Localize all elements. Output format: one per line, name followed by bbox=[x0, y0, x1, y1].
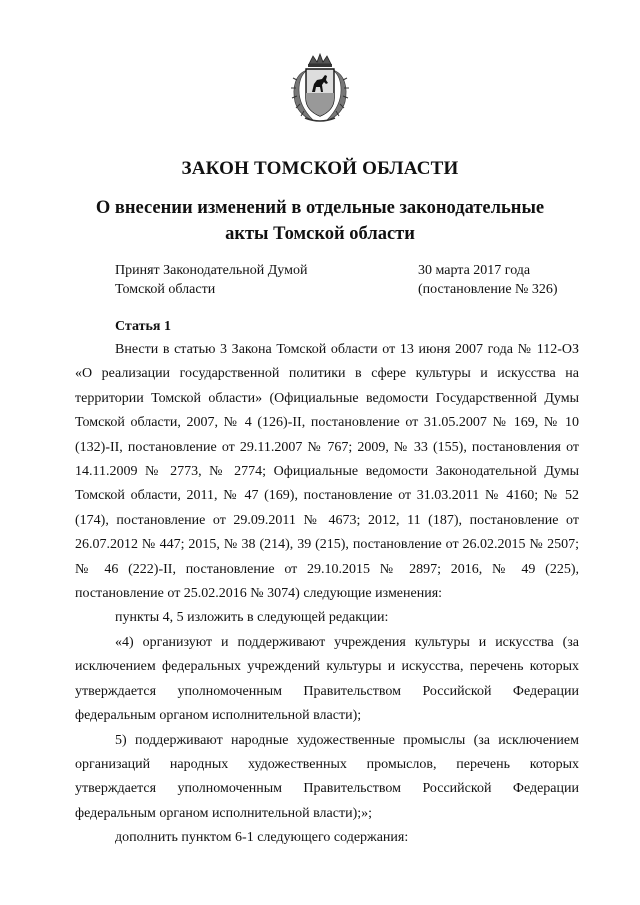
adopted-by-block bbox=[115, 261, 307, 299]
paragraph: Внести в статью 3 Закона Томской области от 13 июня 2007 года № 112-ОЗ «О реализации государственной политики в сфере культуры и искусства на территории Томской области» (Официальные ведомости Государственной Думы Томской области, 2007, № 4 (126)-II, постановление от 31.05.2007 № 169, № 10 (132)-II, постановление от 29.11.2007 № 767; 2009, № 33 (155), постановления от 14.11.2009 № 2773, № 2774; Официальные ведомости Законодательной Думы Томской области, 2011, № 47 (169), постановление от 31.03.2011 № 4160; № 52 (174), постановление от 29.09.2011 № 4673; 2012, 11 (187), постановление от 26.07.2012 № 447; 2015, № 38 (214), 39 (215), постановление от 26.02.2015 № 2507; № 46 (222)-II, постановление от 29.10.2015 № 2897; 2016, № 49 (225), постановление от 25.02.2016 № 3074) следующие изменения: bbox=[75, 342, 579, 602]
article-heading: Статья 1 bbox=[115, 319, 171, 334]
adopted-by-line-2: Томской области bbox=[115, 282, 216, 297]
paragraph: 5) поддерживают народные художественные промыслы (за исключением организаций народных художественных промыслов, перечень которых утверждается уполномоченным Правительством Российской Федерации федеральным органом исполнительной власти);»; bbox=[75, 732, 579, 821]
paragraph: «4) организуют и поддерживают учреждения культуры и искусства (за исключением федеральных учреждений культуры и искусства, перечень которых утверждается уполномоченным Правительством Российской Федерации федеральным органом исполнительной власти); bbox=[75, 634, 579, 724]
law-subtitle bbox=[0, 195, 640, 247]
law-subtitle-line-2: акты Томской области bbox=[225, 224, 415, 244]
tomsk-coat-of-arms-icon bbox=[289, 52, 351, 124]
law-subtitle-line-1: О внесении изменений в отдельные законодательные bbox=[95, 198, 545, 218]
resolution-number: (постановление № 326) bbox=[418, 282, 558, 297]
adoption-date-block bbox=[418, 261, 558, 299]
adopted-by-line-1: Принят Законодательной Думой bbox=[115, 263, 308, 278]
paragraph: пункты 4, 5 изложить в следующей редакции: bbox=[115, 610, 389, 626]
law-title: ЗАКОН ТОМСКОЙ ОБЛАСТИ bbox=[181, 158, 459, 179]
adoption-date: 30 марта 2017 года bbox=[418, 263, 531, 278]
article-body bbox=[75, 338, 579, 851]
paragraph: дополнить пунктом 6-1 следующего содержания: bbox=[115, 830, 409, 846]
